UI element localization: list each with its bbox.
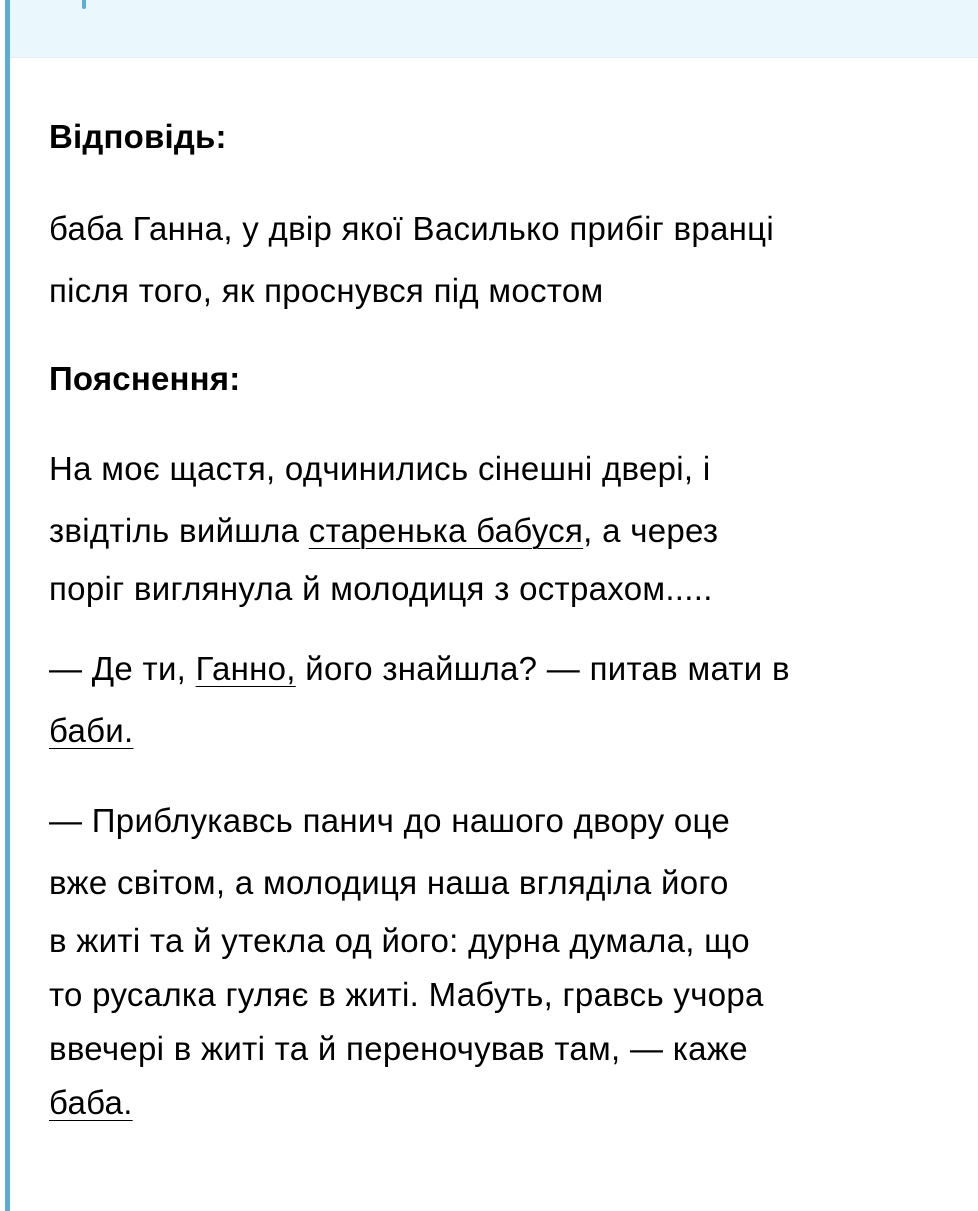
paragraph-line — [49, 638, 949, 700]
paragraph-line: то русалка гуляє в житі. Мабуть, гравсь учора — [49, 976, 764, 1013]
answer-line: баба Ганна, у двір якої Василько прибіг вранці — [49, 210, 775, 247]
paragraph-line: поріг виглянула й молодиця з острахом..... — [49, 570, 713, 607]
question-box-bottom — [10, 0, 978, 58]
text-segment: його знайшла? — питав мати в — [295, 650, 790, 687]
explanation-paragraph-1 — [49, 438, 949, 616]
paragraph-line: На моє щастя, одчинились сінешні двері, і — [49, 450, 711, 487]
text-segment: звідтіль вийшла — [49, 512, 309, 549]
answer-content — [49, 110, 949, 1130]
top-accent-mark — [82, 0, 86, 9]
underlined-phrase: баба. — [49, 1084, 133, 1121]
underlined-phrase: баби. — [49, 712, 134, 749]
explanation-paragraph-2 — [49, 638, 949, 762]
paragraph-line: — Приблукавсь панич до нашого двору оце — [49, 802, 730, 839]
answer-heading: Відповідь: — [49, 118, 227, 155]
left-accent-bar — [5, 0, 10, 1211]
paragraph-line — [49, 500, 949, 562]
paragraph-line — [49, 700, 949, 762]
paragraph-line: ввечері в житі та й переночував там, — каже — [49, 1030, 748, 1067]
underlined-phrase: Ганно, — [195, 650, 296, 687]
text-segment: — Де ти, — [49, 650, 196, 687]
paragraph-line — [49, 1076, 949, 1130]
paragraph-line: в житі та й утекла од його: дурна думала, що — [49, 922, 750, 959]
answer-text — [49, 198, 949, 322]
answer-line: після того, як проснувся під мостом — [49, 272, 604, 309]
text-segment: , а через — [583, 512, 719, 549]
explanation-heading: Пояснення: — [49, 360, 241, 397]
paragraph-line: вже світом, а молодиця наша вгляділа його — [49, 864, 729, 901]
underlined-phrase: старенька бабуся — [308, 512, 584, 549]
explanation-paragraph-3 — [49, 790, 949, 1130]
